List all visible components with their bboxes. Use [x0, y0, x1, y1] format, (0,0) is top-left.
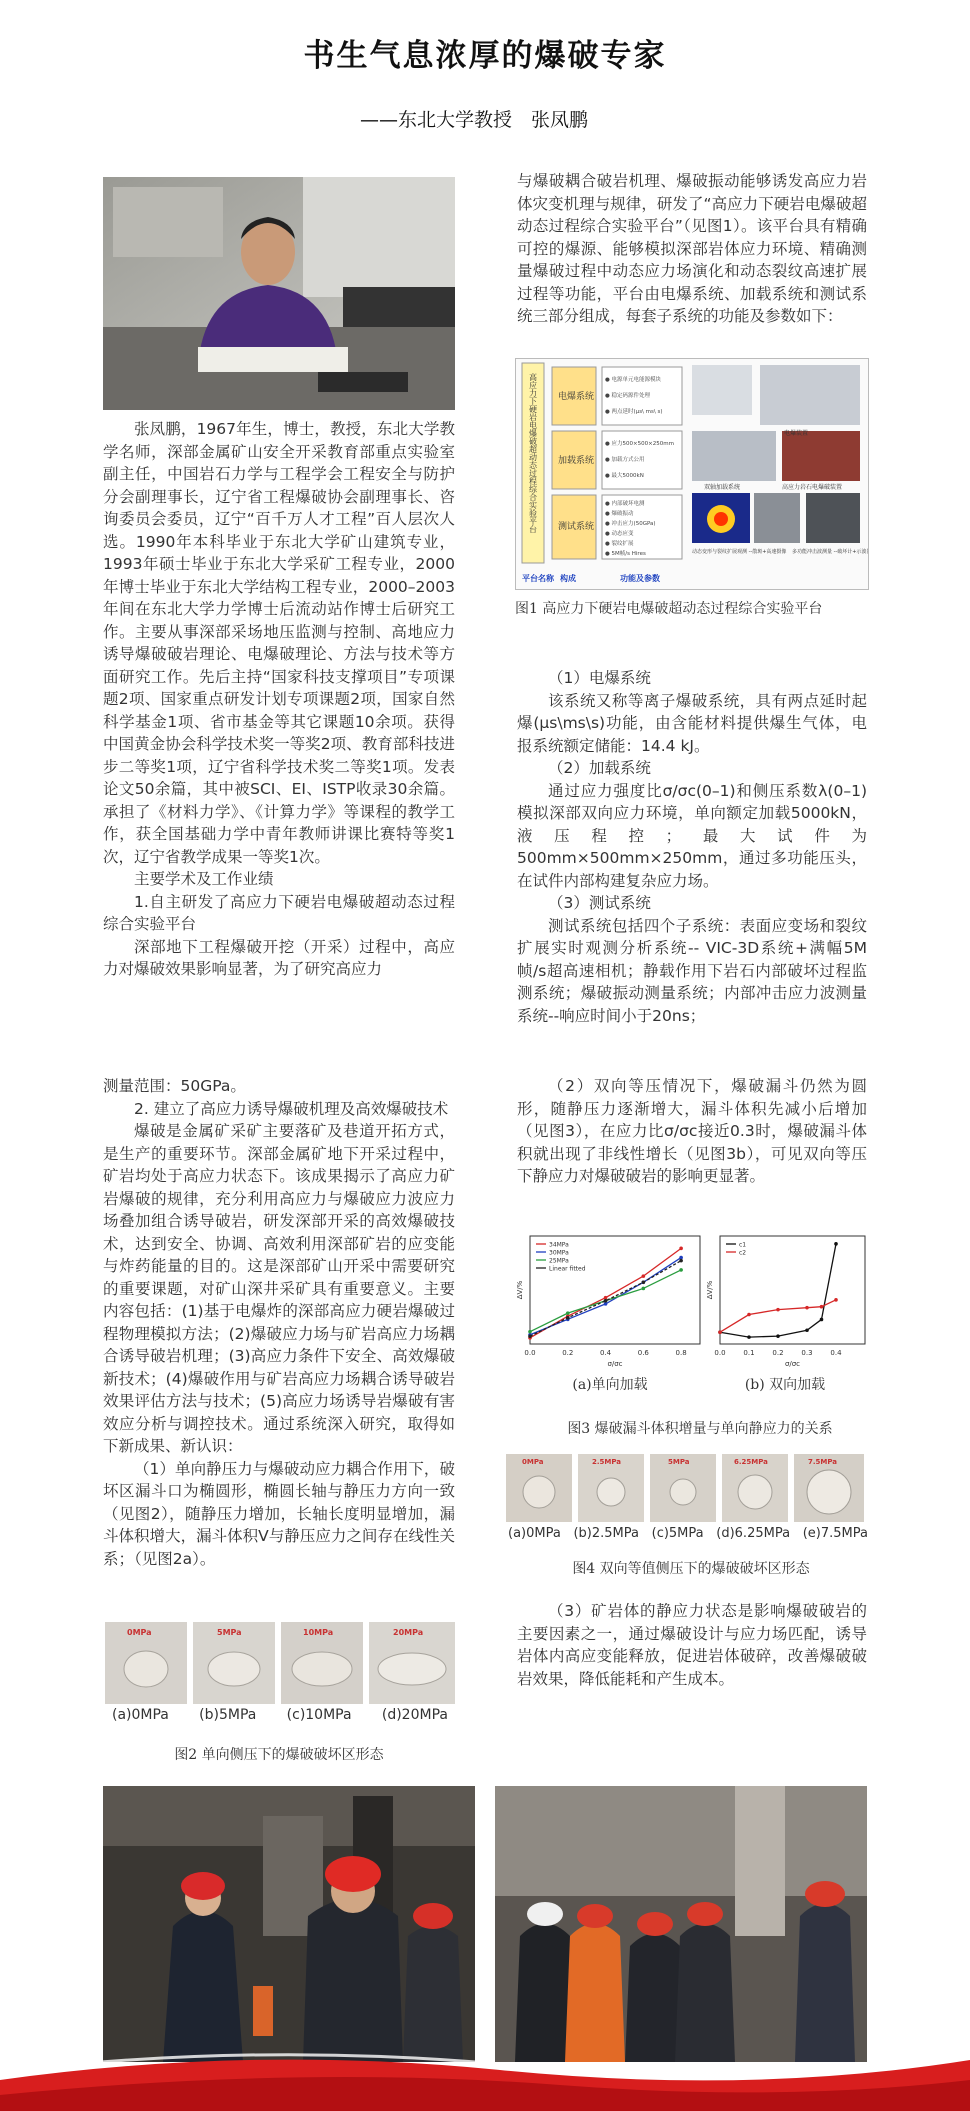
x-tick-label: 0.2 [772, 1349, 784, 1357]
figure-1-caption: 图1 高应力下硬岩电爆破超动态过程综合实验平台 [515, 601, 823, 617]
data-point [805, 1306, 809, 1310]
fig1-bottom-label-3: 功能及参数 [620, 574, 660, 583]
biaxial-paragraph: （2）双向等压情况下，爆破漏斗仍然为圆形，随静压力逐渐增大，漏斗体积先减小后增加（见图3），在应力比σ/σc接近0.3时，爆破漏斗体积就出现了非线性增长（见图3b），可见双向等压下静应力对爆破破岩的影响更显著。 [517, 1077, 867, 1185]
data-point [776, 1334, 780, 1338]
s1-heading: （1）电爆系统 [548, 669, 651, 687]
fig1-param-3-6: ● 5M帧/s Hires [605, 551, 646, 557]
fig1-photo-label-3: 高应力岩石电爆破装置 [782, 484, 843, 491]
data-point [805, 1328, 809, 1332]
data-point [776, 1308, 780, 1312]
figure-4 [506, 1454, 866, 1524]
legend-label: Linear fitted [549, 1265, 586, 1273]
y-axis-label: ΔV/% [516, 1280, 524, 1300]
fig1-param-3-4: ● 动态应变 [605, 531, 634, 537]
legend-label: 34MPa [549, 1241, 569, 1249]
fig3-sub-b: (b) 双向加载 [744, 1377, 826, 1393]
x-axis-label: σ/σc [784, 1360, 801, 1368]
x-tick-label: 0.6 [637, 1349, 649, 1357]
figure-3-caption: 图3 爆破漏斗体积增量与单向静应力的关系 [567, 1421, 833, 1437]
fig1-bottom-label-2: 构成 [560, 574, 576, 583]
data-point [604, 1296, 608, 1300]
fig1-param-3-2: ● 爆破振动 [605, 511, 634, 517]
figure-2-caption: 图2 单向侧压下的爆破破坏区形态 [174, 1747, 384, 1763]
data-point [528, 1334, 532, 1338]
data-point [747, 1313, 751, 1317]
x-tick-label: 0.4 [830, 1349, 842, 1357]
field-photo-left [103, 1786, 475, 2062]
fig4-tile [650, 1454, 716, 1522]
fig1-param-1-3: ● 两点延时(μs\ ms\ s) [605, 409, 663, 415]
s2-body: 通过应力强度比σ/σc(0–1)和侧压系数λ(0–1)模拟深部双向应力环境，单向额定加载5000kN，液压程控；最大试件为500mm×500mm×250mm，通过多功能压头，在试件内部构建复杂应力场。 [517, 781, 867, 890]
fig4-tile [578, 1454, 644, 1522]
data-point [528, 1330, 532, 1334]
item1-body: 深部地下工程爆破开挖（开采）过程中，高应力对爆破效果影响显著，为了研究高应力 [103, 937, 455, 978]
data-point [604, 1302, 608, 1306]
article-title: 书生气息浓厚的爆破专家 [303, 38, 667, 74]
fig2-tile [105, 1622, 187, 1704]
fig1-system-1: 电爆系统 [558, 392, 595, 402]
fig3-sub-a: (a)单向加载 [572, 1377, 648, 1393]
fig4-tile [794, 1454, 864, 1522]
data-point [642, 1280, 646, 1284]
data-point [747, 1335, 751, 1339]
item2-body: 爆破是金属矿采矿主要落矿及巷道开拓方式，是生产的重要环节。深部金属矿地下开采过程中，矿岩均处于高应力状态下。该成果揭示了高应力矿岩爆破的规律，充分利用高应力与爆破应力波应力场叠加组合诱导破岩，研发深部开采的高效爆破技术，达到安全、协调、高效利用深部矿岩的应变能与炸药能量的目的。这是深部矿山开采中需要研究的重要课题，对矿山深井采矿具有重要意义。主要内容包括：(1)基于电爆炸的深部高应力硬岩爆破过程物理模拟方法；(2)爆破应力场与矿岩高应力场耦合诱导破岩机理；(3)高应力条件下安全、高效爆破新技术；(4)爆破作用与矿岩高应力场耦合诱导破岩效果评估方法与技术；(5)高应力场诱导岩爆破有害效应分析与调控技术。通过系统深入研究，取得如下新成果、新认识： [103, 1122, 455, 1455]
legend-label: c1 [739, 1241, 747, 1249]
fig4-label: (c)5MPa [651, 1526, 704, 1541]
fig2-label: (d)20MPa [381, 1707, 448, 1723]
fig1-param-3-1: ● 内部破坏电测 [605, 501, 645, 507]
fig4-tag: 7.5MPa [808, 1458, 838, 1466]
fig4-tag: 2.5MPa [592, 1458, 622, 1466]
fig4-label: (d)6.25MPa [716, 1526, 791, 1541]
fig2-tile [281, 1622, 363, 1704]
article-subtitle: ——东北大学教授 张凤鹏 [360, 109, 589, 131]
fig4-label: (a)0MPa [508, 1526, 561, 1541]
fig2-tile [369, 1622, 455, 1704]
data-point [834, 1298, 838, 1302]
legend-label: c2 [739, 1249, 747, 1257]
figure-4-caption: 图4 双向等值侧压下的爆破破坏区形态 [572, 1561, 810, 1577]
fig2-tag: 0MPa [127, 1628, 152, 1637]
right-column-subsystems [517, 667, 867, 1027]
legend-label: 30MPa [549, 1249, 569, 1257]
x-tick-label: 0.1 [743, 1349, 755, 1357]
data-point [679, 1256, 683, 1260]
portrait-photo [103, 177, 455, 410]
platform-paragraph: 与爆破耦合破岩机理、爆破振动能够诱发高应力岩体灾变机理与规律，研发了“高应力下硬岩电爆破超动态过程综合实验平台”（见图1）。该平台具有精确可控的爆源、能够模拟深部岩体应力环境、精确测量爆破过程中动态应力场演化和动态裂纹高速扩展过程等功能，平台由电爆系统、加载系统和测试系统三部分组成，每套子系统的功能及参数如下： [517, 172, 867, 325]
fig2-tag: 5MPa [217, 1628, 242, 1637]
left-column [103, 418, 455, 981]
s3-body: 测试系统包括四个子系统：表面应变场和裂纹扩展实时观测分析系统-- VIC-3D系统+满幅5M帧/s超高速相机；静载作用下岩石内部破坏过程监测系统；爆破振动测量系统；内部冲击应力波测量系统--响应时间小于20ns； [517, 916, 867, 1025]
bio-paragraph: 张凤鹏，1967年生，博士，教授，东北大学教学名师，深部金属矿山安全开采教育部重点实验室副主任，中国岩石力学与工程学会工程安全与防护分会副理事长，辽宁省工程爆破协会副理事长、咨询委员会委员，辽宁“百千万人才工程”百人层次人选。1990年本科毕业于东北大学矿山建筑专业，1993年硕士毕业于东北大学采矿工程专业，2000年博士毕业于东北大学结构工程专业，2000–2003年间在东北大学力学博士后流动站作博士后研究工作。主要从事深部采场地压监测与控制、高地应力诱导爆破破岩理论、电爆破理论、方法与技术等方面研究工作。先后主持“国家科技支撑项目”专项课题2项、国家重点研发计划专项课题2项，国家自然科学基金1项、省市基金等其它课题10余项。获得中国黄金协会科学技术奖一等奖2项、教育部科技进步二等奖1项，辽宁省科学技术奖二等奖1项。发表论文50余篇，其中被SCI、EI、ISTP收录30余篇。承担了《材料力学》、《计算力学》等课程的教学工作，获全国基础力学中青年教师讲课比赛特等奖1次，辽宁省教学成果一等奖1次。 [103, 420, 455, 866]
data-point [642, 1274, 646, 1278]
x-tick-label: 0.4 [599, 1349, 612, 1357]
s1-body: 该系统又称等离子爆破系统，具有两点延时起爆(μs\ms\s)功能，由含能材料提供爆生气体，电报系统额定储能：14.4 kJ。 [517, 691, 867, 755]
fig4-tag: 6.25MPa [734, 1458, 768, 1466]
x-axis-label: σ/σc [607, 1360, 623, 1368]
data-point [604, 1299, 608, 1303]
measure-range: 测量范围：50GPa。 [103, 1077, 246, 1095]
data-point [834, 1242, 838, 1246]
figure-1 [515, 358, 869, 590]
fig2-tile [193, 1622, 275, 1704]
lower-left-column [103, 1075, 455, 1570]
fig4-label: (e)7.5MPa [802, 1526, 868, 1541]
fig4-label: (b)2.5MPa [573, 1526, 639, 1541]
data-point [566, 1316, 570, 1320]
data-point [642, 1287, 646, 1291]
figure-4-sublabels [508, 1526, 868, 1541]
fig2-label: (b)5MPa [199, 1707, 257, 1723]
lower-right-closing [517, 1600, 867, 1690]
fig4-tag: 0MPa [522, 1458, 544, 1466]
figure-3a-chart [508, 1228, 708, 1368]
legend-label: 25MPa [549, 1257, 569, 1265]
fig1-photo-label-4: 动态变形与裂纹扩展观测 --散斑+高速摄像 [692, 549, 787, 555]
s3-heading: （3）测试系统 [548, 894, 651, 912]
right-column-upper [517, 170, 867, 328]
fig2-label: (a)0MPa [112, 1707, 169, 1723]
item1-heading: 1.自主研发了高应力下硬岩电爆破超动态过程综合实验平台 [103, 892, 455, 933]
item2-heading: 2. 建立了高应力诱导爆破机理及高效爆破技术 [134, 1099, 449, 1118]
fig1-system-2: 加载系统 [558, 456, 595, 466]
fig1-param-3-3: ● 冲击应力(50GPa) [605, 521, 656, 527]
fig2-label: (c)10MPa [286, 1707, 352, 1723]
figure-2 [105, 1622, 455, 1706]
s2-heading: （2）加载系统 [548, 759, 651, 777]
x-tick-label: 0.0 [714, 1349, 726, 1357]
x-tick-label: 0.8 [675, 1349, 687, 1357]
data-point [820, 1318, 824, 1322]
fig1-param-2-3: ● 最大5000kN [605, 473, 644, 479]
fig1-bottom-label-1: 平台名称 [522, 574, 554, 583]
fig1-param-2-1: ● 应力500×500×250mm [605, 441, 674, 447]
field-photo-right [495, 1786, 867, 2062]
y-axis-label: ΔV/% [706, 1280, 714, 1300]
fig2-tag: 20MPa [393, 1628, 424, 1637]
fig1-param-2-2: ● 加载方式公用 [605, 457, 645, 463]
fig4-tile [506, 1454, 572, 1522]
figure-2-sublabels [112, 1707, 448, 1723]
x-tick-label: 0.3 [801, 1349, 813, 1357]
item2-para2: （1）单向静压力与爆破动应力耦合作用下，破坏区漏斗口为椭圆形，椭圆长轴与静压力方向一致（见图2），随静压力增加，长轴长度明显增加，漏斗体积增大，漏斗体积V与静压应力之间存在线性关系；（见图2a）。 [103, 1459, 455, 1568]
fig1-param-3-5: ● 裂纹扩展 [605, 541, 634, 547]
fig1-photo-label-1: 电爆装置 [784, 430, 809, 437]
data-point [679, 1268, 683, 1272]
fig1-param-1-2: ● 稳定码源件处理 [605, 393, 651, 399]
data-point [718, 1330, 722, 1334]
closing-paragraph: （3）矿岩体的静应力状态是影响爆破破岩的主要因素之一，通过爆破设计与应力场匹配，诱导岩体内高应变能释放，促进岩体破碎，改善爆破破岩效果，降低能耗和产生成本。 [517, 1602, 867, 1688]
data-point [566, 1311, 570, 1315]
data-point [679, 1259, 683, 1263]
fig2-tag: 10MPa [303, 1628, 334, 1637]
fig1-photo-label-2: 双轴加载系统 [704, 484, 741, 491]
fig1-photo-label-5: 多功能冲击波测量 --破坏计+示波器 [792, 549, 868, 555]
data-point [679, 1247, 683, 1251]
fig1-param-1-1: ● 电源单元电能源模块 [605, 377, 662, 383]
fig1-vertical-title: 高应力下硬岩电爆破超动态过程综合实验平台 [528, 373, 538, 533]
decorative-ribbon [0, 2040, 970, 2111]
fig4-tile [722, 1454, 788, 1522]
figure-3b-chart [698, 1228, 873, 1368]
x-tick-label: 0.0 [524, 1349, 536, 1357]
x-tick-label: 0.2 [562, 1349, 574, 1357]
fig1-system-3: 测试系统 [558, 522, 595, 532]
data-point [820, 1305, 824, 1309]
achievements-heading: 主要学术及工作业绩 [134, 870, 274, 888]
lower-right-column [517, 1075, 867, 1188]
fig4-tag: 5MPa [668, 1458, 690, 1466]
